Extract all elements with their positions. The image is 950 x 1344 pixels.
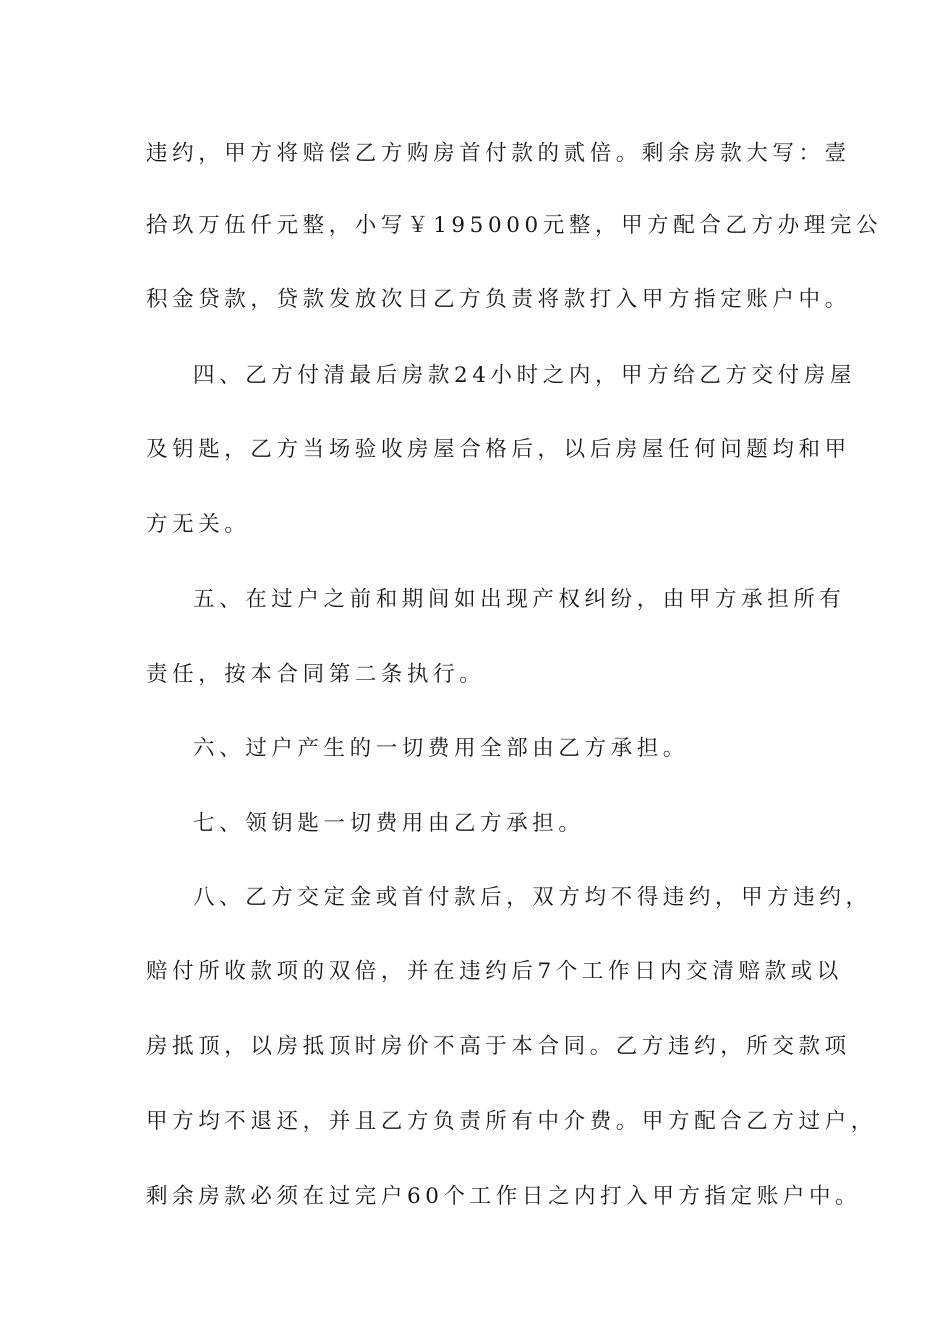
text-line: 违约，甲方将赔偿乙方购房首付款的贰倍。剩余房款大写：壹 — [146, 141, 851, 166]
text-line: 房抵顶，以房抵顶时房价不高于本合同。乙方违约，所交款项 — [146, 1034, 851, 1059]
text-line: 拾玖万伍仟元整，小写￥195000元整，甲方配合乙方办理完公 — [146, 213, 883, 238]
text-line: 积金贷款，贷款发放次日乙方负责将款打入甲方指定账户中。 — [146, 287, 851, 312]
clause-eight-line: 八、乙方交定金或首付款后，双方均不得违约，甲方违约， — [193, 885, 872, 910]
clause-six-line: 六、过户产生的一切费用全部由乙方承担。 — [193, 736, 689, 761]
text-line: 责任，按本合同第二条执行。 — [146, 662, 486, 687]
text-line: 及钥匙，乙方当场验收房屋合格后，以后房屋任何问题均和甲 — [146, 437, 851, 462]
text-line: 方无关。 — [146, 512, 251, 537]
text-line: 剩余房款必须在过完户60个工作日之内打入甲方指定账户中。 — [146, 1184, 862, 1209]
clause-five-line: 五、在过户之前和期间如出现产权纠纷，由甲方承担所有 — [193, 587, 846, 612]
text-line: 赔付所收款项的双倍，并在违约后7个工作日内交清赔款或以 — [146, 959, 843, 984]
clause-four-line: 四、乙方付清最后房款24小时之内，甲方给乙方交付房屋 — [193, 363, 856, 388]
text-line: 甲方均不退还，并且乙方负责所有中介费。甲方配合乙方过户， — [146, 1109, 877, 1134]
clause-seven-line: 七、领钥匙一切费用由乙方承担。 — [193, 811, 585, 836]
